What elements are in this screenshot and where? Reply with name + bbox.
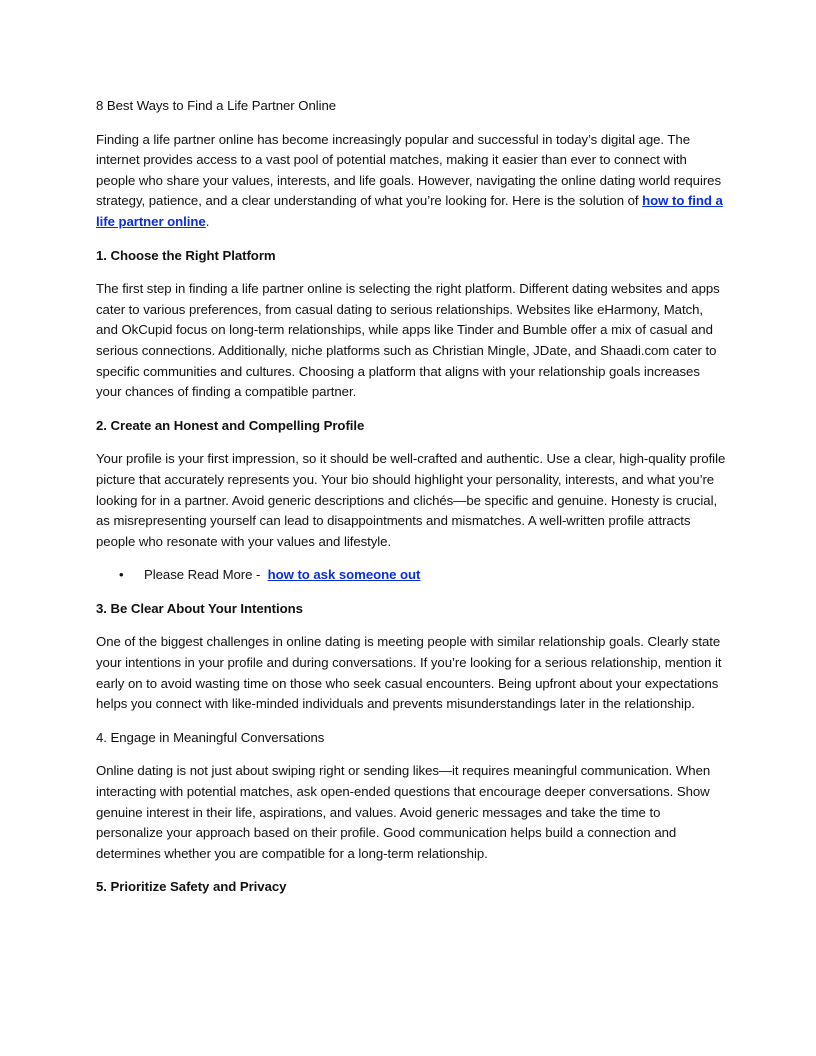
section-3-heading: 3. Be Clear About Your Intentions: [96, 600, 303, 616]
intro-trailing: .: [205, 213, 210, 229]
find-life-partner-link[interactable]: how to find a life partner online: [96, 193, 723, 229]
section-3-body: One of the biggest challenges in online dating is meeting people with similar relationship goals. Clearly state your intentions in your profile and during conversations. If you’re looking for a serious relationship, mention it early on to avoid wasting time on those who seek casual encounters. Being upfront about your expectations helps you connect with like-minded individuals and prevents misunderstandings later in the relationship.: [96, 634, 722, 712]
section-5-heading: 5. Prioritize Safety and Privacy: [96, 879, 287, 895]
bullet-icon: •: [119, 567, 124, 583]
read-more-list-item: [96, 565, 726, 586]
section-1-heading: 1. Choose the Right Platform: [96, 247, 276, 263]
section-4-body: Online dating is not just about swiping right or sending likes—it requires meaningful communication. When interacting with potential matches, ask open-ended questions that encourage deeper conversations. Show genuine interest in their life, aspirations, and values. Avoid generic messages and take the time to personalize your approach based on their profile. Good communication helps build a connection and determines whether you are compatible for a long-term relationship.: [96, 763, 711, 861]
document-title: 8 Best Ways to Find a Life Partner Online: [96, 98, 337, 113]
intro-text: Finding a life partner online has become increasingly popular and successful in today’s digital age. The internet provides access to a vast pool of potential matches, making it easier than ever to connect with people who share your values, interests, and life goals. However, navigating the online dating world requires strategy, patience, and a clear understanding of what you’re looking for. Here is the solution of: [96, 131, 721, 209]
section-2-heading: 2. Create an Honest and Compelling Profile: [96, 417, 365, 433]
read-more-label: Please Read More -: [144, 567, 268, 583]
document-page: [96, 96, 726, 911]
section-2-body: Your profile is your first impression, so it should be well-crafted and authentic. Use a clear, high-quality profile picture that accurately represents you. Your bio should highlight your personality, interests, and what you’re looking for in a partner. Avoid generic descriptions and clichés—be specific and genuine. Honesty is crucial, as misrepresenting yourself can lead to disappointments and mismatches. A well-written profile attracts people who resonate with your values and lifestyle.: [96, 451, 726, 549]
intro-paragraph: [96, 130, 726, 233]
section-4-heading: 4. Engage in Meaningful Conversations: [96, 729, 325, 745]
section-1-body: The first step in finding a life partner online is selecting the right platform. Different dating websites and apps cater to various preferences, from casual dating to serious relationships. Websites like eHarmony, Match, and OkCupid focus on long-term relationships, while apps like Tinder and Bumble offer a mix of casual and serious connections. Additionally, niche platforms such as Christian Mingle, JDate, and Shaadi.com cater to specific communities and cultures. Choosing a platform that aligns with your relationship goals increases your chances of finding a compatible partner.: [96, 281, 720, 400]
ask-someone-out-link[interactable]: how to ask someone out: [267, 567, 421, 583]
